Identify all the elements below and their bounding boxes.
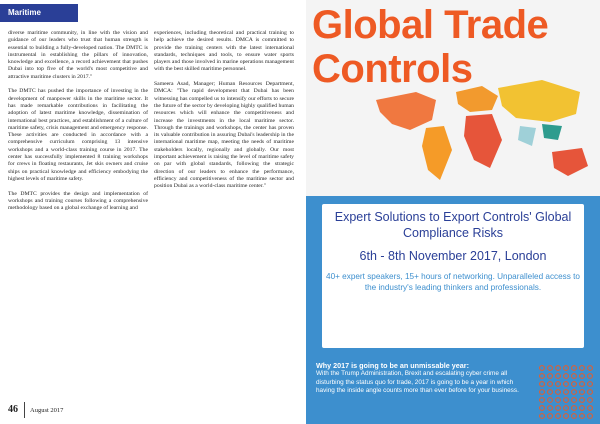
pattern-dot [564, 382, 569, 387]
ad-why-heading: Why 2017 is going to be an unmissable year: [316, 361, 469, 370]
pattern-dot [556, 390, 561, 395]
pattern-dot [580, 366, 585, 371]
pattern-dot [580, 406, 585, 411]
pattern-dot [564, 374, 569, 379]
ad-event-date: 6th - 8th November 2017, London [359, 249, 547, 263]
pattern-dot [548, 390, 553, 395]
ad-info-card [322, 204, 584, 348]
pattern-dot [588, 414, 593, 419]
pattern-dot [564, 390, 569, 395]
pattern-dot [556, 382, 561, 387]
pattern-dot [556, 366, 561, 371]
pattern-dot [556, 406, 561, 411]
pattern-dot [588, 366, 593, 371]
article-column-2 [154, 30, 294, 198]
pattern-dot [588, 382, 593, 387]
pattern-dot [580, 374, 585, 379]
ad-title: Global Trade Controls [312, 3, 549, 91]
pattern-dot [548, 406, 553, 411]
article-column-1 [8, 30, 148, 220]
article-paragraph: The DMTC has pushed the importance of investing in the development of manpower skills in the maritime sector. It has made remarkable contributions in facilitating the adoption of latest maritime knowledge, dissemination of international best practices, and establishment of a culture of maritime safety, crisis management and emergency response. These activities are conducted in accordance with a comprehensive curriculum comprising 13 intensive workshops and a world-class training course in 2017. The center has successfully implemented 8 training workshops for crews in floating restaurants, Jet skis owners and cruise ships on practical knowledge and efficiency embodying the highest levels of maritime safety. [8, 88, 148, 182]
pattern-dot [588, 374, 593, 379]
pattern-dot [564, 398, 569, 403]
ad-why-block [316, 362, 530, 396]
ad-header-panel [306, 0, 600, 196]
pattern-dot [564, 406, 569, 411]
article-paragraph: Sameera Asad, Manager; Human Resources Department, DMCA: "The rapid development that Dubai has been witnessing has compelled us to intensify our efforts to secure the future of the sector by developing highly qualified human resources which will enhance the competitiveness and increase the investments in the local maritime sector. Through the trainings and workshops, the center has proven its valuable contribution in assuring Dubai's leadership in the international maritime map, meeting the needs of maritime stakeholders locally, regionally and globally. Our most important achievement is raising the level of maritime safety on par with global standards, following the strategic direction of our leaders to enhance the performance, efficiency and competitiveness of the maritime sector and position Dubai as a world-class maritime center." [154, 81, 294, 190]
pattern-dot [556, 414, 561, 419]
ad-why-text: With the Trump Administration, Brexit and escalating cyber crime all disturbing the status quo for trade, 2017 is going to be a year in which having the inside angle counts more than ever before for your business. [316, 370, 519, 395]
pattern-dot [572, 374, 577, 379]
ad-subtext: 40+ expert speakers, 15+ hours of networking. Unparalleled access to the industry's leading thinkers and professionals. [326, 272, 580, 292]
pattern-dot [540, 414, 545, 419]
article-paragraph: experiences, including theoretical and practical training to help achieve the desired results. DMCA is committed to provide the training centers with the latest international standards, techniques and tools, to ensure water sports players and those involved in marine operations management with the best skilled maritime personnel. [154, 30, 294, 73]
pattern-dot [548, 366, 553, 371]
pattern-dot [540, 382, 545, 387]
section-tab: Maritime [0, 4, 78, 22]
pattern-dot [548, 374, 553, 379]
pattern-dot [588, 406, 593, 411]
article-paragraph: diverse maritime community, in line with the vision and guidance of our leaders who trust that human strength is essential to building a fully-developed nation. The DMTC is instrumental in establishing the pillars of innovation, knowledge and excellence, a record achievement that pushes Dubai into top five of the world's most competitive and attractive maritime clusters in 2017." [8, 30, 148, 80]
pattern-dot [572, 414, 577, 419]
pattern-dot [572, 406, 577, 411]
pattern-dot [580, 382, 585, 387]
pattern-dot [580, 414, 585, 419]
pattern-dot [540, 366, 545, 371]
issue-date: August 2017 [30, 407, 64, 414]
pattern-dot [588, 398, 593, 403]
pattern-dot [548, 414, 553, 419]
page-number: 46 [8, 404, 18, 415]
pattern-dot [564, 414, 569, 419]
advertisement [306, 0, 600, 424]
pattern-dot [580, 398, 585, 403]
pattern-dot [556, 374, 561, 379]
pattern-dot [540, 398, 545, 403]
footer-divider [24, 402, 25, 418]
pattern-dot [540, 374, 545, 379]
ad-headline: Expert Solutions to Export Controls' Global Compliance Risks [334, 210, 572, 240]
pattern-dot [580, 390, 585, 395]
pattern-dot [556, 398, 561, 403]
pattern-dot [572, 382, 577, 387]
pattern-dot [572, 366, 577, 371]
dot-pattern-graphic [538, 364, 596, 420]
pattern-dot [548, 398, 553, 403]
pattern-dot [548, 382, 553, 387]
pattern-dot [540, 406, 545, 411]
pattern-dot [564, 366, 569, 371]
article-paragraph: The DMTC provides the design and implementation of workshops and training courses following a comprehensive methodology based on a global exchange of learning and [8, 190, 148, 212]
pattern-dot [540, 390, 545, 395]
pattern-dot [572, 398, 577, 403]
pattern-dot [588, 390, 593, 395]
pattern-dot [572, 390, 577, 395]
